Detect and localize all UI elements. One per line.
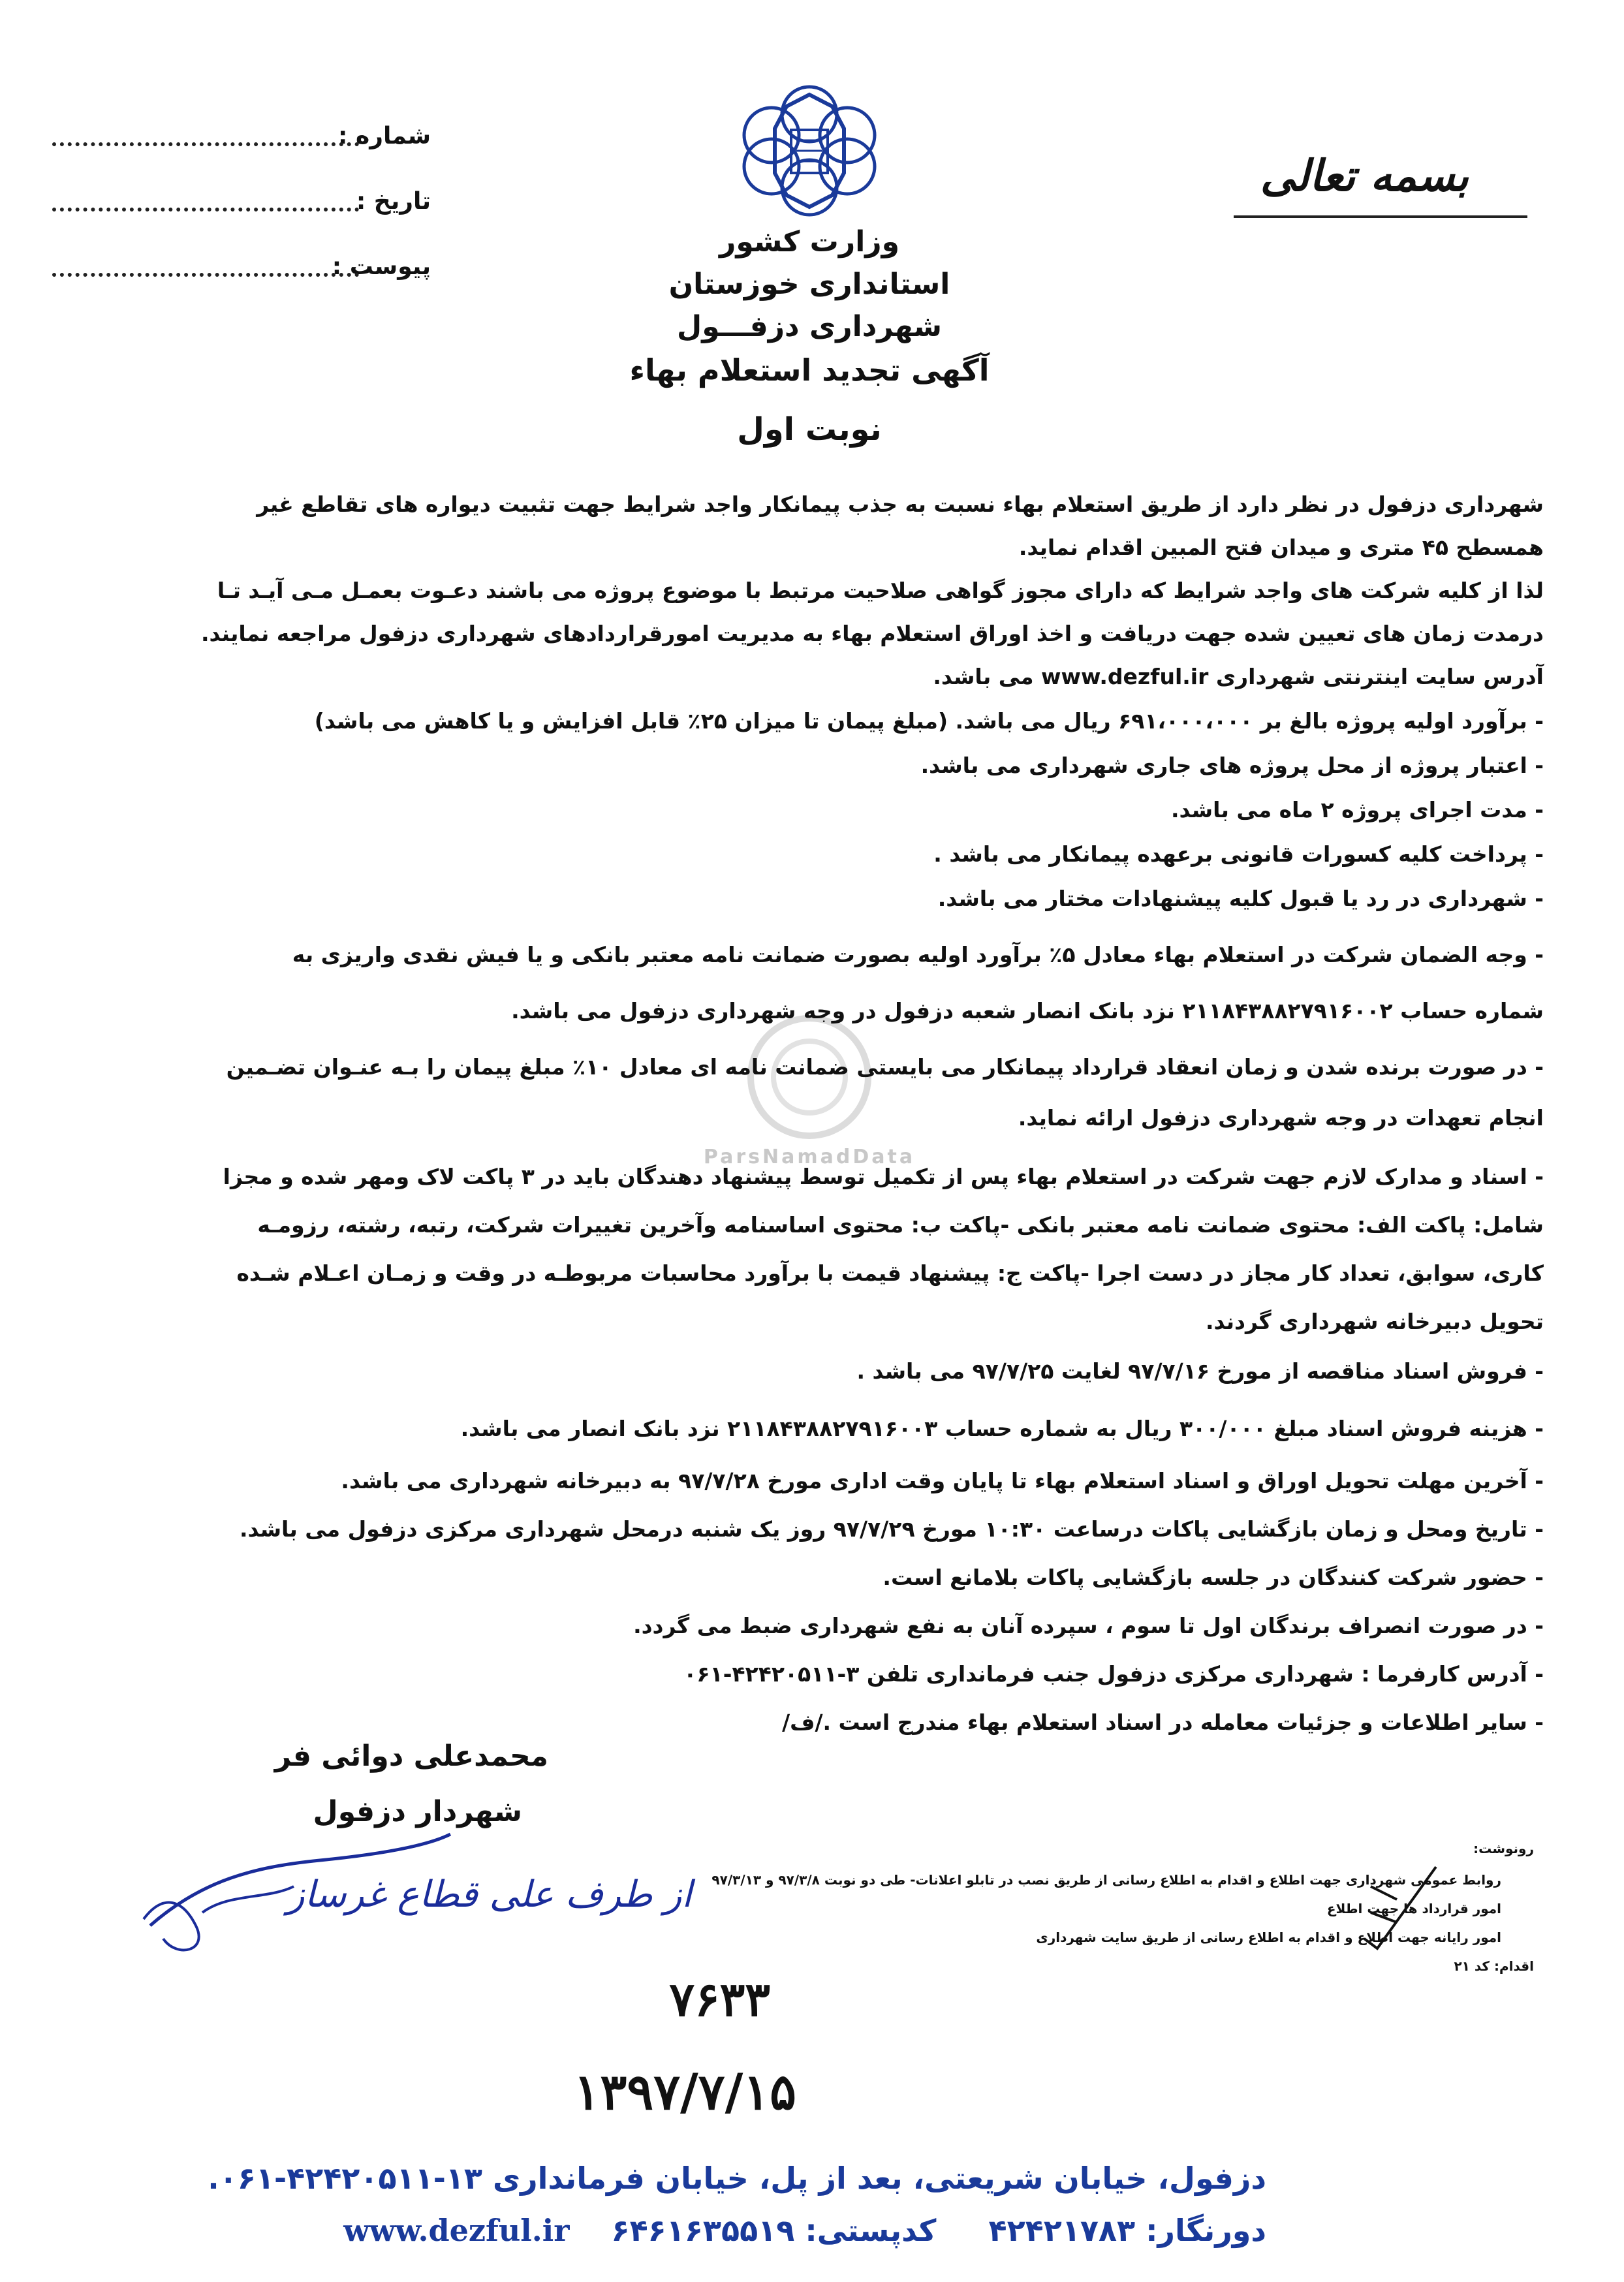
footer-contact	[326, 2213, 1266, 2248]
notice-title: آگهی تجدید استعلام بهاء	[629, 352, 990, 388]
checkmark-icon	[1358, 1860, 1443, 1952]
body-line: آدرس سایت اینترنتی شهرداری www.dezful.ir می باشد.	[933, 664, 1544, 689]
footer-address: دزفول، خیابان شریعتی، بعد از پل، خیابان فرمانداری ۱۳-۴۲۴۲۰۵۱۱-۰۶۱.	[208, 2161, 1266, 2196]
body-line: - حضور شرکت کنندگان در جلسه بازگشایی پاکات بلامانع است.	[882, 1565, 1544, 1590]
handwritten-note: از طرف علی قطاع غرساز	[287, 1873, 692, 1916]
distribution-heading: رونوشت:	[1473, 1841, 1534, 1856]
body-line: - آخرین مهلت تحویل اوراق و اسناد استعلام بهاء تا پایان وقت اداری مورخ ۹۷/۷/۲۸ به دبیرخانه شهرداری می باشد.	[341, 1468, 1544, 1493]
body-line: - در صورت انصراف برندگان اول تا سوم ، سپرده آنان به نفع شهرداری ضبط می گردد.	[633, 1613, 1544, 1638]
body-line: - سایر اطلاعات و جزئیات معامله در اسناد استعلام بهاء مندرج است ./ف/	[782, 1710, 1544, 1735]
body-line: همسطح ۴۵ متری و میدان فتح المبین اقدام نماید.	[1018, 535, 1544, 560]
distribution-item: روابط عمومی شهرداری جهت اطلاع و اقدام به اطلاع رسانی از طریق نصب در تابلو اعلانات- طی دو نوبت ۹۷/۳/۸ و ۹۷/۳/۱۳	[711, 1872, 1501, 1888]
date-dots	[52, 208, 359, 211]
body-line: لذا از کلیه شرکت های واجد شرایط که دارای مجوز گواهی صلاحیت مرتبط با موضوع پروژه می باشند دعـوت بعمـل مـی آیـد تـا	[217, 578, 1544, 603]
body-line: - هزینه فروش اسناد مبلغ ۳۰۰/۰۰۰ ریال به شماره حساب ۲۱۱۸۴۳۸۸۲۷۹۱۶۰۰۳ نزد بانک انصار می باشد.	[460, 1416, 1544, 1441]
postal-code: ۶۴۶۱۶۳۵۵۱۹	[611, 2213, 795, 2248]
body-line: شامل: پاکت الف: محتوی ضمانت نامه معتبر بانکی -پاکت ب: محتوی اساسنامه وآخرین تغییرات شرکت، رتبه، رشته، رزومـه	[257, 1212, 1544, 1238]
distribution-item: امور رایانه جهت اطلاع و اقدام به اطلاع رسانی از طریق سایت شهرداری	[1036, 1930, 1501, 1945]
fax-label: دورنگار:	[1146, 2213, 1266, 2248]
registration-number: ۷۶۳۳	[669, 1971, 770, 2027]
municipality-logo	[725, 75, 894, 225]
body-line: درمدت زمان های تعیین شده جهت دریافت و اخذ اوراق استعلام بهاء به مدیریت امورقراردادهای شهرداری دزفول مراجعه نمایند.	[200, 621, 1544, 646]
distribution-item: امور قرارداد ها جهت اطلاع	[1326, 1901, 1501, 1916]
body-line: - وجه الضمان شرکت در استعلام بهاء معادل ۵٪ برآورد اولیه بصورت ضمانت نامه معتبر بانکی و یا فیش نقدی واریزی به	[292, 942, 1544, 967]
governorate-name: استانداری خوزستان	[668, 268, 950, 301]
attachment-label: پیوست :	[332, 253, 431, 280]
date-label: تاریخ :	[356, 188, 431, 215]
signatory-name: محمدعلی دوائی فر	[274, 1740, 548, 1773]
body-line: - مدت اجرای پروژه ۲ ماه می باشد.	[1171, 797, 1544, 822]
fax-number: ۴۲۴۲۱۷۸۳	[988, 2213, 1136, 2248]
number-dots	[52, 142, 359, 146]
attachment-dots	[52, 273, 359, 277]
postal-label: کدپستی:	[805, 2213, 937, 2248]
body-line: انجام تعهدات در وجه شهرداری دزفول ارائه نماید.	[1018, 1105, 1544, 1131]
body-line: - پرداخت کلیه کسورات قانونی برعهده پیمانکار می باشد .	[933, 841, 1544, 867]
footer-website[interactable]: www.dezful.ir	[343, 2213, 570, 2248]
number-label: شماره :	[338, 123, 431, 149]
body-line: تحویل دبیرخانه شهرداری گردند.	[1206, 1309, 1544, 1334]
body-line: - اعتبار پروژه از محل پروژه های جاری شهرداری می باشد.	[920, 753, 1544, 778]
watermark-text: ParsNamadData	[703, 1146, 916, 1168]
body-line: - در صورت برنده شدن و زمان انعقاد قرارداد پیمانکار می بایستی ضمانت نامه ای معادل ۱۰٪ مبلغ پیمان را بـه عنـوان تضـمین	[226, 1054, 1544, 1080]
bismillah-text: بسمه تعالی	[1260, 150, 1469, 201]
registration-date: ۱۳۹۷/۷/۱۵	[573, 2063, 796, 2121]
signatory-title: شهردار دزفول	[313, 1795, 522, 1828]
body-line: - شهرداری در رد یا قبول کلیه پیشنهادات مختار می باشد.	[937, 886, 1544, 911]
body-line: شماره حساب ۲۱۱۸۴۳۸۸۲۷۹۱۶۰۰۲ نزد بانک انصار شعبه دزفول در وجه شهرداری دزفول می باشد.	[511, 998, 1544, 1024]
distribution-code: اقدام: کد ۲۱	[1454, 1958, 1534, 1974]
body-line: - فروش اسناد مناقصه از مورخ ۹۷/۷/۱۶ لغایت ۹۷/۷/۲۵ می باشد .	[856, 1358, 1544, 1384]
notice-round: نوبت اول	[737, 411, 882, 448]
body-line: شهرداری دزفول در نظر دارد از طریق استعلام بهاء نسبت به جذب پیمانکار واجد شرایط جهت تثبیت دیواره های تقاطع غیر	[257, 492, 1544, 517]
logo-emblem-icon	[725, 75, 894, 225]
body-line: - آدرس کارفرما : شهرداری مرکزی دزفول جنب فرمانداری تلفن ۳-۴۲۴۲۰۵۱۱-۰۶۱	[683, 1661, 1544, 1687]
bismillah-underline	[1234, 215, 1527, 218]
distribution-checkmark	[1358, 1860, 1443, 1952]
body-line: - تاریخ ومحل و زمان بازگشایی پاکات درساعت ۱۰:۳۰ مورخ ۹۷/۷/۲۹ روز یک شنبه درمحل شهرداری مرکزی دزفول می باشد.	[239, 1516, 1544, 1542]
municipality-name: شهرداری دزفـــول	[677, 310, 942, 343]
body-line: - اسناد و مدارک لازم جهت شرکت در استعلام بهاء پس از تکمیل توسط پیشنهاد دهندگان باید در ۳ پاکت لاک ومهر شده و مجزا	[223, 1164, 1544, 1189]
body-line: کاری، سوابق، تعداد کار مجاز در دست اجرا -پاکت ج: پیشنهاد قیمت با برآورد محاسبات مربوطـه در وقت و زمـان اعـلام شـده	[236, 1260, 1544, 1286]
ministry-name: وزارت کشور	[719, 225, 899, 258]
body-line: - برآورد اولیه پروژه بالغ بر ۶۹۱،۰۰۰،۰۰۰ ریال می باشد. (مبلغ پیمان تا میزان ۲۵٪ قابل افزایش و یا کاهش می باشد)	[314, 708, 1544, 734]
